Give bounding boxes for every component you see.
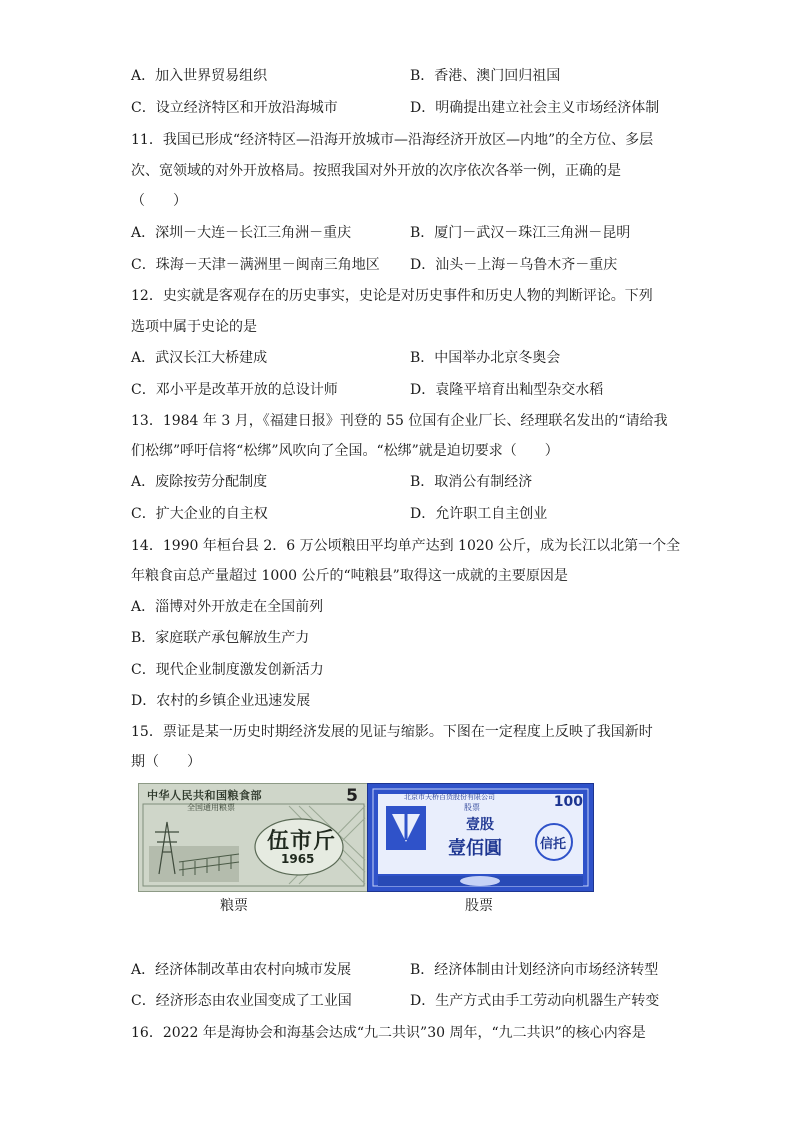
q11-stem-line3: （ ） bbox=[131, 193, 187, 209]
q15-option-a: A．经济体制改革由农村向城市发展 bbox=[131, 962, 352, 978]
q10-option-c: C．设立经济特区和开放沿海城市 bbox=[131, 100, 338, 116]
stock-certificate-shares: 壹股 bbox=[466, 817, 494, 833]
stock-certificate-image bbox=[367, 783, 594, 892]
q11-stem-line1: 11．我国已形成“经济特区—沿海开放城市—沿海经济开放区—内地”的全方位、多层 bbox=[131, 132, 654, 148]
q10-option-a: A．加入世界贸易组织 bbox=[131, 68, 268, 84]
grain-ticket-subheader: 全国通用粮票 bbox=[187, 803, 235, 812]
stock-certificate-value: 100 bbox=[553, 794, 583, 810]
q15-stem-line1: 15．票证是某一历史时期经济发展的见证与缩影。下图在一定程度上反映了我国新时 bbox=[131, 724, 653, 740]
q13-option-c: C．扩大企业的自主权 bbox=[131, 506, 268, 522]
q15-stem-line2: 期（ ） bbox=[131, 754, 201, 770]
q10-option-d: D．明确提出建立社会主义市场经济体制 bbox=[410, 100, 660, 116]
q15-option-b: B．经济体制由计划经济向市场经济转型 bbox=[410, 962, 659, 978]
q11-option-b: B．厦门－武汉－珠江三角洲－昆明 bbox=[410, 225, 631, 241]
q14-option-b: B．家庭联产承包解放生产力 bbox=[131, 630, 310, 646]
grain-ticket-amount: 伍市斤 bbox=[267, 828, 337, 854]
q11-option-d: D．汕头－上海－乌鲁木齐－重庆 bbox=[410, 257, 618, 273]
q11-stem-line2: 次、宽领域的对外开放格局。按照我国对外开放的次序依次各举一例，正确的是 bbox=[131, 163, 621, 179]
q13-option-b: B．取消公有制经济 bbox=[410, 474, 533, 490]
grain-ticket-number: 5 bbox=[346, 786, 358, 806]
q13-stem-line1: 13．1984 年 3 月，《福建日报》刊登的 55 位国有企业厂长、经理联名发出的“请给我 bbox=[131, 413, 668, 429]
stock-certificate-amount: 壹佰圓 bbox=[448, 838, 502, 859]
q12-stem-line2: 选项中属于史论的是 bbox=[131, 319, 257, 335]
q14-option-c: C．现代企业制度激发创新活力 bbox=[131, 662, 324, 678]
grain-ticket-caption: 粮票 bbox=[220, 898, 248, 914]
q14-stem-line1: 14．1990 年桓台县 2．6 万公顷粮田平均单产达到 1020 公斤，成为长江以北第一个全 bbox=[131, 538, 681, 554]
q11-option-c: C．珠海－天津－满洲里－闽南三角地区 bbox=[131, 257, 380, 273]
q15-option-c: C．经济形态由农业国变成了工业国 bbox=[131, 993, 352, 1009]
q13-option-a: A．废除按劳分配制度 bbox=[131, 474, 268, 490]
stock-certificate-kind: 股票 bbox=[464, 803, 480, 812]
stock-certificate-top-text: 北京市天桥百货股份有限公司 bbox=[404, 793, 495, 801]
q15-option-d: D．生产方式由手工劳动向机器生产转变 bbox=[410, 993, 660, 1009]
q14-option-d: D．农村的乡镇企业迅速发展 bbox=[131, 693, 311, 709]
q13-stem-line2: 们松绑”呼吁信将“松绑”风吹向了全国。“松绑”就是迫切要求（ ） bbox=[131, 443, 559, 459]
q14-stem-line2: 年粮食亩总产量超过 1000 公斤的“吨粮县”取得这一成就的主要原因是 bbox=[131, 568, 568, 584]
q16-stem-line1: 16．2022 年是海协会和海基会达成“九二共识”30 周年，“九二共识”的核心内容是 bbox=[131, 1025, 646, 1041]
q10-option-b: B．香港、澳门回归祖国 bbox=[410, 68, 561, 84]
q12-option-d: D．袁隆平培育出籼型杂交水稻 bbox=[410, 382, 604, 398]
q14-option-a: A．淄博对外开放走在全国前列 bbox=[131, 599, 324, 615]
q12-option-c: C．邓小平是改革开放的总设计师 bbox=[131, 382, 338, 398]
stock-certificate-caption: 股票 bbox=[465, 898, 493, 914]
q12-stem-line1: 12．史实就是客观存在的历史事实，史论是对历史事件和历史人物的判断评论。下列 bbox=[131, 288, 653, 304]
stock-certificate-seal: 信托 bbox=[540, 837, 567, 852]
q12-option-a: A．武汉长江大桥建成 bbox=[131, 350, 268, 366]
q12-option-b: B．中国举办北京冬奥会 bbox=[410, 350, 561, 366]
grain-ticket-year: 1965 bbox=[281, 852, 315, 866]
q13-option-d: D．允许职工自主创业 bbox=[410, 506, 548, 522]
grain-ticket-header: 中华人民共和国粮食部 bbox=[147, 789, 262, 802]
grain-ticket-image bbox=[138, 783, 369, 892]
q11-option-a: A．深圳－大连－长江三角洲－重庆 bbox=[131, 225, 352, 241]
